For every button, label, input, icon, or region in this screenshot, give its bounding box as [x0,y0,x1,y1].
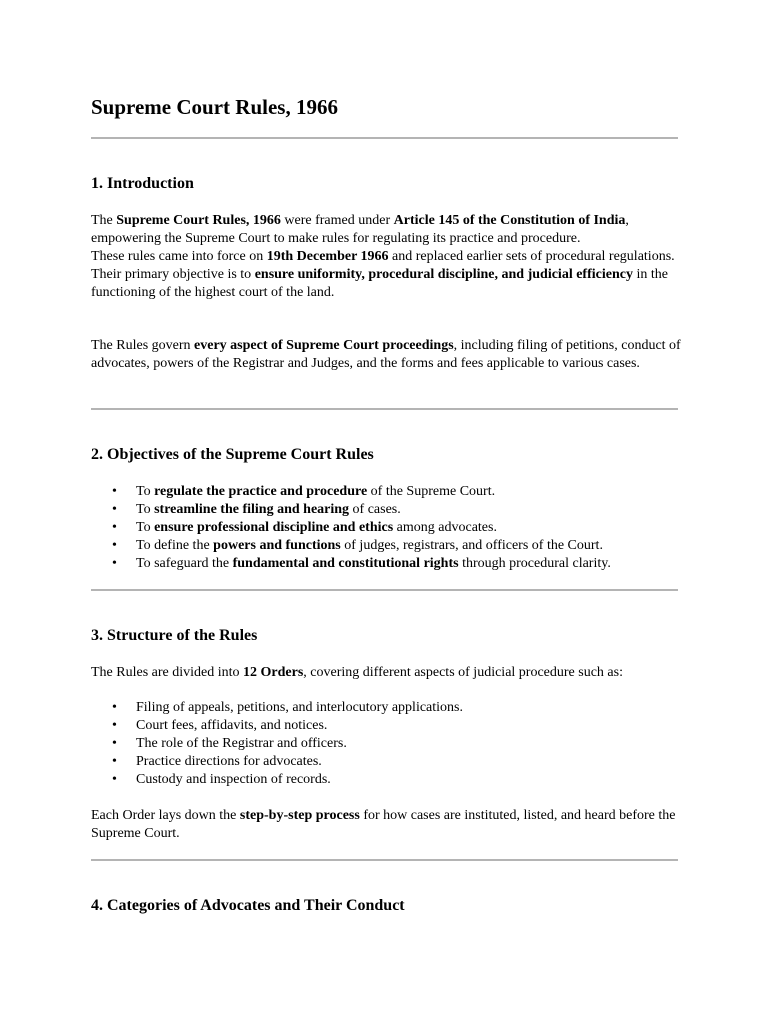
text-run: , empowering the Supreme Court to make rules for regulating its practice and procedure. [91,213,629,246]
text-run: The [91,213,117,228]
list-item [91,555,611,573]
text-run: To [136,502,155,517]
list-item: • Practice directions for advocates. [91,753,463,771]
text-run: were framed under [280,213,394,228]
text-run: To define the [136,538,214,553]
section-heading-introduction: 1. Introduction [91,175,194,192]
bold-text: ensure professional discipline and ethics [154,520,394,535]
bold-text: regulate the practice and procedure [154,484,368,499]
bold-text: powers and functions [213,538,341,553]
text-run: , including filing of petitions, conduct of advocates, powers of the Registrar and Judges, and the forms and fees applicable to various cases. [91,338,681,371]
section-heading-structure: 3. Structure of the Rules [91,627,258,644]
page-title: Supreme Court Rules, 1966 [91,95,338,119]
list-item [91,501,611,519]
divider [91,859,678,861]
bold-text: streamline the filing and hearing [154,502,350,517]
text-run: These rules came into force on [91,249,267,264]
divider [91,137,678,139]
bold-text: 12 Orders [243,665,304,680]
intro-paragraph [91,212,681,302]
bold-text: fundamental and constitutional rights [232,556,459,571]
bold-text: every aspect of Supreme Court proceedings [194,338,454,353]
structure-outro-paragraph [91,807,681,843]
list-item: • Custody and inspection of records. [91,771,463,789]
text-run: and replaced earlier sets of procedural regulations. [388,249,675,264]
text-run: of cases. [349,502,401,517]
text-run: The Rules are divided into [91,665,244,680]
list-item: • Court fees, affidavits, and notices. [91,717,463,735]
text-run: in the functioning of the highest court of the land. [91,267,668,300]
text-run: of judges, registrars, and officers of the Court. [340,538,603,553]
text-run: To [136,484,155,499]
text-run: of the Supreme Court. [367,484,496,499]
text-run: , covering different aspects of judicial procedure such as: [303,665,623,680]
text-run: To [136,520,155,535]
divider [91,589,678,591]
structure-intro-paragraph [91,664,681,682]
list-item: • The role of the Registrar and officers. [91,735,463,753]
structure-list [91,699,463,789]
section-heading-objectives: 2. Objectives of the Supreme Court Rules [91,446,374,463]
objectives-list [91,483,611,573]
divider [91,408,678,410]
bold-text: 19th December 1966 [266,249,389,264]
bold-text: ensure uniformity, procedural discipline, and judicial efficiency [254,267,633,282]
text-run: through procedural clarity. [458,556,611,571]
list-item: • Filing of appeals, petitions, and interlocutory applications. [91,699,463,717]
list-item [91,483,611,501]
text-run: To safeguard the [136,556,233,571]
list-item [91,519,611,537]
text-run: for how cases are instituted, listed, and heard before the Supreme Court. [91,808,676,841]
text-run: Their primary objective is to [91,267,255,282]
intro-scope-paragraph [91,337,681,373]
section-heading-advocates: 4. Categories of Advocates and Their Conduct [91,897,405,914]
bold-text: Article 145 of the Constitution of India [393,213,626,228]
text-run: among advocates. [393,520,497,535]
bold-text: step-by-step process [239,808,360,823]
text-run: Each Order lays down the [91,808,240,823]
bold-text: Supreme Court Rules, 1966 [116,213,281,228]
list-item [91,537,611,555]
text-run: The Rules govern [91,338,195,353]
